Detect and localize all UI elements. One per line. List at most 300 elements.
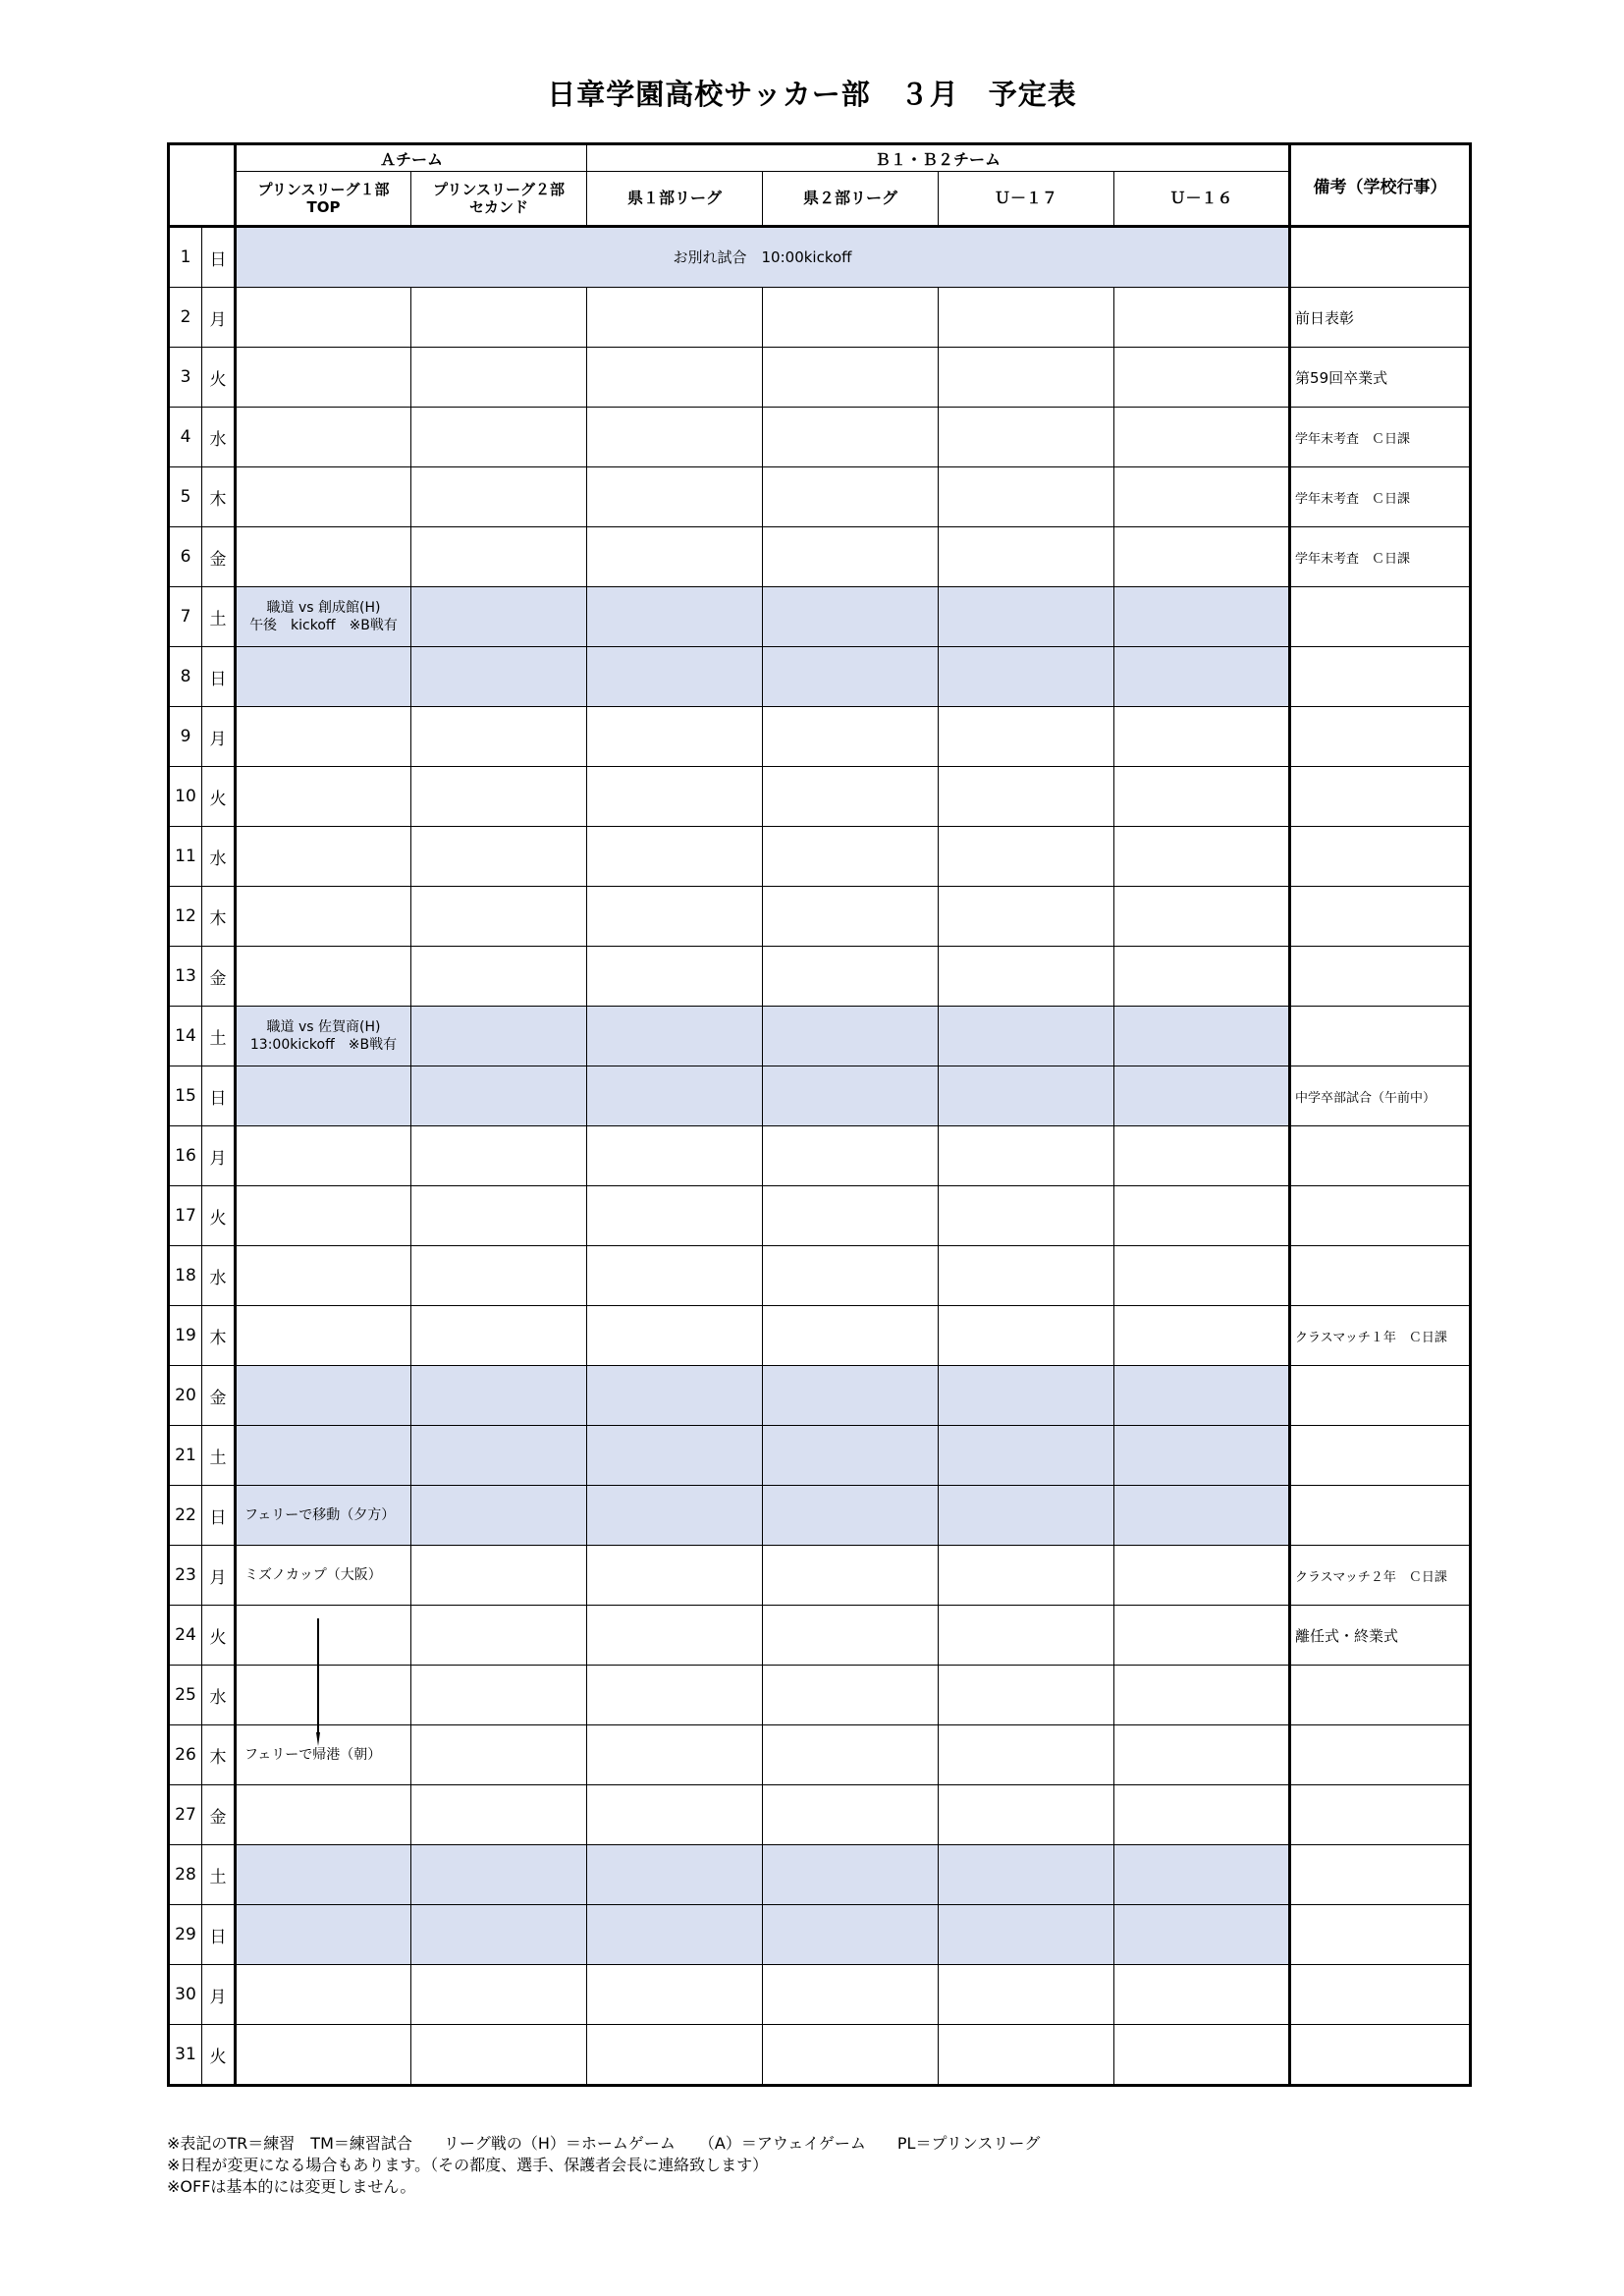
day-of-week: 土 [202,1845,236,1905]
u16-cell [1114,587,1290,647]
prince-league-2-cell [411,1486,587,1546]
u17-cell [939,1426,1114,1486]
day-of-week: 金 [202,1366,236,1426]
pref-league-1-cell [587,587,763,647]
pref-league-2-cell [763,527,939,587]
pref-league-1-cell [587,1066,763,1126]
remark-cell [1290,1186,1471,1246]
schedule-row [169,1965,1471,2025]
pref-league-2-cell [763,467,939,527]
schedule-row [169,1366,1471,1426]
pref-league-2-cell [763,647,939,707]
day-number: 25 [169,1666,202,1725]
u17-cell [939,707,1114,767]
remark-cell [1290,1965,1471,2025]
schedule-row [169,587,1471,647]
prince-league-2-cell [411,1007,587,1066]
pref-league-1-cell [587,647,763,707]
col-pref-league-1: 県１部リーグ [587,172,763,227]
u17-cell [939,288,1114,348]
u16-cell [1114,947,1290,1007]
day-number: 9 [169,707,202,767]
schedule-row [169,1486,1471,1546]
col-prince-league-2-title: プリンスリーグ２部 [433,181,565,198]
col-u17: Ｕ－１７ [939,172,1114,227]
u17-cell [939,527,1114,587]
pref-league-1-cell [587,1366,763,1426]
arrow-down-icon [316,1618,320,1746]
schedule-row [169,1066,1471,1126]
u17-cell [939,1546,1114,1606]
pref-league-2-cell [763,1246,939,1306]
u17-cell [939,1725,1114,1785]
day-of-week: 日 [202,1066,236,1126]
u16-cell [1114,1306,1290,1366]
u16-cell [1114,1186,1290,1246]
u16-cell [1114,1725,1290,1785]
u17-cell [939,1845,1114,1905]
day-of-week: 土 [202,587,236,647]
schedule-row [169,1546,1471,1606]
pref-league-1-cell [587,1606,763,1666]
pref-league-2-cell [763,1366,939,1426]
prince-league-2-cell [411,647,587,707]
pref-league-1-cell [587,288,763,348]
day-number: 23 [169,1546,202,1606]
pref-league-2-cell [763,1606,939,1666]
schedule-row [169,707,1471,767]
day-number: 5 [169,467,202,527]
prince-league-2-cell [411,527,587,587]
prince-league-1-cell [236,707,411,767]
prince-league-1-cell [236,767,411,827]
day-number: 31 [169,2025,202,2086]
day-number: 6 [169,527,202,587]
schedule-row [169,1186,1471,1246]
pref-league-2-cell [763,707,939,767]
u16-cell [1114,1546,1290,1606]
day-of-week: 月 [202,1126,236,1186]
schedule-row [169,767,1471,827]
col-pref-league-2: 県２部リーグ [763,172,939,227]
pref-league-1-cell [587,1126,763,1186]
u16-cell [1114,408,1290,467]
day-number: 26 [169,1725,202,1785]
schedule-row [169,1606,1471,1666]
prince-league-1-cell [236,947,411,1007]
u16-cell [1114,1486,1290,1546]
u17-cell [939,1965,1114,2025]
day-of-week: 日 [202,1486,236,1546]
u17-cell [939,1486,1114,1546]
pref-league-1-cell [587,1905,763,1965]
all-teams-event: お別れ試合 10:00kickoff [236,227,1290,288]
day-number: 15 [169,1066,202,1126]
remark-cell [1290,1126,1471,1186]
prince-league-1-cell: ミズノカップ（大阪） [236,1546,411,1606]
day-of-week: 月 [202,1965,236,2025]
prince-league-2-cell [411,887,587,947]
remark-cell [1290,1845,1471,1905]
pref-league-1-cell [587,1845,763,1905]
u17-cell [939,1007,1114,1066]
u16-cell [1114,1905,1290,1965]
prince-league-1-cell [236,467,411,527]
u16-cell [1114,1965,1290,2025]
day-of-week: 月 [202,288,236,348]
u16-cell [1114,827,1290,887]
prince-league-1-cell [236,1306,411,1366]
remark-cell [1290,707,1471,767]
schedule-row [169,887,1471,947]
u17-cell [939,1905,1114,1965]
day-of-week: 水 [202,1666,236,1725]
pref-league-2-cell [763,348,939,408]
day-number: 4 [169,408,202,467]
day-of-week: 日 [202,227,236,288]
u17-cell [939,827,1114,887]
day-number: 1 [169,227,202,288]
schedule-body [169,227,1471,2086]
pref-league-2-cell [763,1486,939,1546]
prince-league-1-cell [236,887,411,947]
remark-cell: 第59回卒業式 [1290,348,1471,408]
u17-cell [939,647,1114,707]
remark-cell [1290,587,1471,647]
day-number: 11 [169,827,202,887]
pref-league-1-cell [587,527,763,587]
u16-cell [1114,1126,1290,1186]
u17-cell [939,1066,1114,1126]
footnote-line: ※表記のTR＝練習 TM＝練習試合 リーグ戦の（H）＝ホームゲーム （A）＝アウェイゲーム PL＝プリンスリーグ [167,2134,1041,2153]
u16-cell [1114,1246,1290,1306]
u17-cell [939,587,1114,647]
day-of-week: 火 [202,767,236,827]
schedule-row [169,348,1471,408]
u16-cell [1114,1606,1290,1666]
day-of-week: 火 [202,1606,236,1666]
remark-cell [1290,1246,1471,1306]
remark-cell [1290,1366,1471,1426]
pref-league-2-cell [763,1965,939,2025]
pref-league-2-cell [763,1186,939,1246]
prince-league-1-cell [236,1126,411,1186]
schedule-row [169,647,1471,707]
pref-league-2-cell [763,947,939,1007]
prince-league-2-cell [411,1725,587,1785]
pref-league-1-cell [587,1666,763,1725]
u17-cell [939,1606,1114,1666]
prince-league-1-cell [236,1066,411,1126]
u17-cell [939,1666,1114,1725]
day-of-week: 日 [202,647,236,707]
u16-cell [1114,1845,1290,1905]
prince-league-1-cell: 職道 vs 創成館(H) 午後 kickoff ※B戦有 [236,587,411,647]
prince-league-2-cell [411,1785,587,1845]
pref-league-1-cell [587,1186,763,1246]
pref-league-1-cell [587,1785,763,1845]
remark-cell [1290,1666,1471,1725]
pref-league-2-cell [763,2025,939,2086]
day-number: 20 [169,1366,202,1426]
prince-league-1-cell [236,1845,411,1905]
prince-league-2-cell [411,1426,587,1486]
u17-cell [939,1246,1114,1306]
prince-league-1-cell [236,348,411,408]
u16-cell [1114,348,1290,408]
col-prince-league-2-sub: セカンド [469,198,529,216]
pref-league-1-cell [587,887,763,947]
day-number: 7 [169,587,202,647]
footnote-line: ※OFFは基本的には変更しません。 [167,2177,416,2196]
day-of-week: 火 [202,1186,236,1246]
prince-league-2-cell [411,587,587,647]
remark-cell [1290,767,1471,827]
prince-league-1-cell [236,288,411,348]
day-number: 21 [169,1426,202,1486]
u17-cell [939,467,1114,527]
pref-league-2-cell [763,1546,939,1606]
prince-league-2-cell [411,348,587,408]
day-number: 8 [169,647,202,707]
pref-league-1-cell [587,827,763,887]
pref-league-2-cell [763,1306,939,1366]
remark-cell [1290,1426,1471,1486]
schedule-row [169,408,1471,467]
remark-cell [1290,1725,1471,1785]
prince-league-2-cell [411,1546,587,1606]
prince-league-1-cell [236,827,411,887]
pref-league-2-cell [763,887,939,947]
pref-league-1-cell [587,348,763,408]
day-number: 17 [169,1186,202,1246]
remark-cell [1290,827,1471,887]
remark-cell: 学年末考査 Ｃ日課 [1290,467,1471,527]
pref-league-1-cell [587,1246,763,1306]
team-a-header: Ａチーム [236,144,587,172]
footnotes [167,2133,1040,2198]
schedule-row [169,947,1471,1007]
prince-league-2-cell [411,1965,587,2025]
remark-cell: クラスマッチ１年 Ｃ日課 [1290,1306,1471,1366]
pref-league-2-cell [763,1426,939,1486]
pref-league-1-cell [587,707,763,767]
schedule-row [169,1845,1471,1905]
schedule-row [169,527,1471,587]
schedule-row [169,467,1471,527]
u16-cell [1114,1785,1290,1845]
pref-league-1-cell [587,767,763,827]
remark-cell [1290,227,1471,288]
u16-cell [1114,288,1290,348]
remark-cell [1290,2025,1471,2086]
pref-league-2-cell [763,288,939,348]
prince-league-2-cell [411,1066,587,1126]
day-number: 3 [169,348,202,408]
schedule-row [169,1306,1471,1366]
day-of-week: 月 [202,1546,236,1606]
day-number: 13 [169,947,202,1007]
page-title: 日章学園高校サッカー部 ３月 予定表 [547,78,1077,111]
day-number: 18 [169,1246,202,1306]
prince-league-2-cell [411,767,587,827]
col-prince-league-1 [236,172,411,227]
pref-league-1-cell [587,1725,763,1785]
prince-league-1-cell [236,1785,411,1845]
day-of-week: 月 [202,707,236,767]
u16-cell [1114,2025,1290,2086]
u16-cell [1114,527,1290,587]
day-of-week: 木 [202,1725,236,1785]
schedule-row [169,227,1471,288]
day-of-week: 金 [202,947,236,1007]
pref-league-2-cell [763,827,939,887]
day-number: 27 [169,1785,202,1845]
footnote-line: ※日程が変更になる場合もあります。（その都度、選手、保護者会長に連絡致します） [167,2156,769,2174]
remark-cell [1290,1486,1471,1546]
prince-league-2-cell [411,707,587,767]
pref-league-2-cell [763,1905,939,1965]
prince-league-1-cell: フェリーで移動（夕方） [236,1486,411,1546]
u16-cell [1114,707,1290,767]
day-of-week: 火 [202,2025,236,2086]
remark-cell [1290,647,1471,707]
prince-league-1-cell [236,527,411,587]
schedule-row [169,1246,1471,1306]
pref-league-1-cell [587,2025,763,2086]
col-prince-league-2 [411,172,587,227]
prince-league-2-cell [411,288,587,348]
u17-cell [939,1785,1114,1845]
prince-league-2-cell [411,408,587,467]
col-prince-league-1-title: プリンスリーグ１部 [257,181,390,198]
prince-league-1-cell [236,647,411,707]
day-number: 24 [169,1606,202,1666]
u16-cell [1114,467,1290,527]
u17-cell [939,1366,1114,1426]
prince-league-2-cell [411,1246,587,1306]
prince-league-2-cell [411,827,587,887]
day-of-week: 日 [202,1905,236,1965]
day-of-week: 水 [202,827,236,887]
prince-league-1-cell [236,2025,411,2086]
u16-cell [1114,1066,1290,1126]
day-number: 28 [169,1845,202,1905]
pref-league-2-cell [763,1845,939,1905]
prince-league-1-cell [236,408,411,467]
remark-cell [1290,887,1471,947]
schedule-row [169,1725,1471,1785]
schedule-row [169,288,1471,348]
day-number: 16 [169,1126,202,1186]
prince-league-1-cell [236,1186,411,1246]
schedule-row [169,827,1471,887]
day-of-week: 金 [202,527,236,587]
pref-league-2-cell [763,1785,939,1845]
u17-cell [939,1126,1114,1186]
prince-league-1-cell: フェリーで帰港（朝） [236,1725,411,1785]
pref-league-1-cell [587,1965,763,2025]
prince-league-1-cell: 職道 vs 佐賀商(H) 13:00kickoff ※B戦有 [236,1007,411,1066]
col-prince-league-1-sub: TOP [306,198,341,216]
prince-league-1-cell [236,1905,411,1965]
schedule-row [169,1007,1471,1066]
prince-league-2-cell [411,1186,587,1246]
day-of-week: 木 [202,887,236,947]
remark-cell: 学年末考査 Ｃ日課 [1290,408,1471,467]
pref-league-2-cell [763,408,939,467]
remarks-header: 備考（学校行事） [1290,144,1471,227]
u16-cell [1114,647,1290,707]
prince-league-1-cell [236,1666,411,1725]
pref-league-2-cell [763,587,939,647]
prince-league-2-cell [411,1666,587,1725]
u17-cell [939,1306,1114,1366]
prince-league-2-cell [411,467,587,527]
pref-league-1-cell [587,1306,763,1366]
pref-league-1-cell [587,947,763,1007]
day-of-week: 土 [202,1007,236,1066]
prince-league-1-cell [236,1246,411,1306]
remark-cell: 前日表彰 [1290,288,1471,348]
prince-league-1-cell [236,1366,411,1426]
pref-league-2-cell [763,1725,939,1785]
schedule-table [167,142,1472,2087]
prince-league-2-cell [411,1905,587,1965]
header-corner-cell [169,144,236,227]
pref-league-1-cell [587,1007,763,1066]
remark-cell: 中学卒部試合（午前中） [1290,1066,1471,1126]
prince-league-2-cell [411,1126,587,1186]
prince-league-2-cell [411,1306,587,1366]
day-of-week: 木 [202,1306,236,1366]
prince-league-2-cell [411,1606,587,1666]
prince-league-2-cell [411,2025,587,2086]
pref-league-2-cell [763,1066,939,1126]
remark-cell [1290,947,1471,1007]
day-number: 19 [169,1306,202,1366]
u17-cell [939,408,1114,467]
day-number: 2 [169,288,202,348]
schedule-row [169,1666,1471,1725]
u17-cell [939,887,1114,947]
u16-cell [1114,767,1290,827]
u16-cell [1114,1666,1290,1725]
schedule-row [169,1426,1471,1486]
u17-cell [939,767,1114,827]
pref-league-2-cell [763,767,939,827]
remark-cell [1290,1785,1471,1845]
day-number: 22 [169,1486,202,1546]
day-of-week: 木 [202,467,236,527]
day-of-week: 金 [202,1785,236,1845]
remark-cell [1290,1007,1471,1066]
day-number: 10 [169,767,202,827]
u16-cell [1114,1366,1290,1426]
pref-league-1-cell [587,1426,763,1486]
team-b-header: Ｂ１・Ｂ２チーム [587,144,1290,172]
day-number: 29 [169,1905,202,1965]
prince-league-1-cell [236,1606,411,1666]
u17-cell [939,348,1114,408]
u17-cell [939,947,1114,1007]
day-of-week: 水 [202,1246,236,1306]
schedule-row [169,1126,1471,1186]
schedule-row [169,1905,1471,1965]
u16-cell [1114,1426,1290,1486]
u17-cell [939,2025,1114,2086]
prince-league-2-cell [411,947,587,1007]
